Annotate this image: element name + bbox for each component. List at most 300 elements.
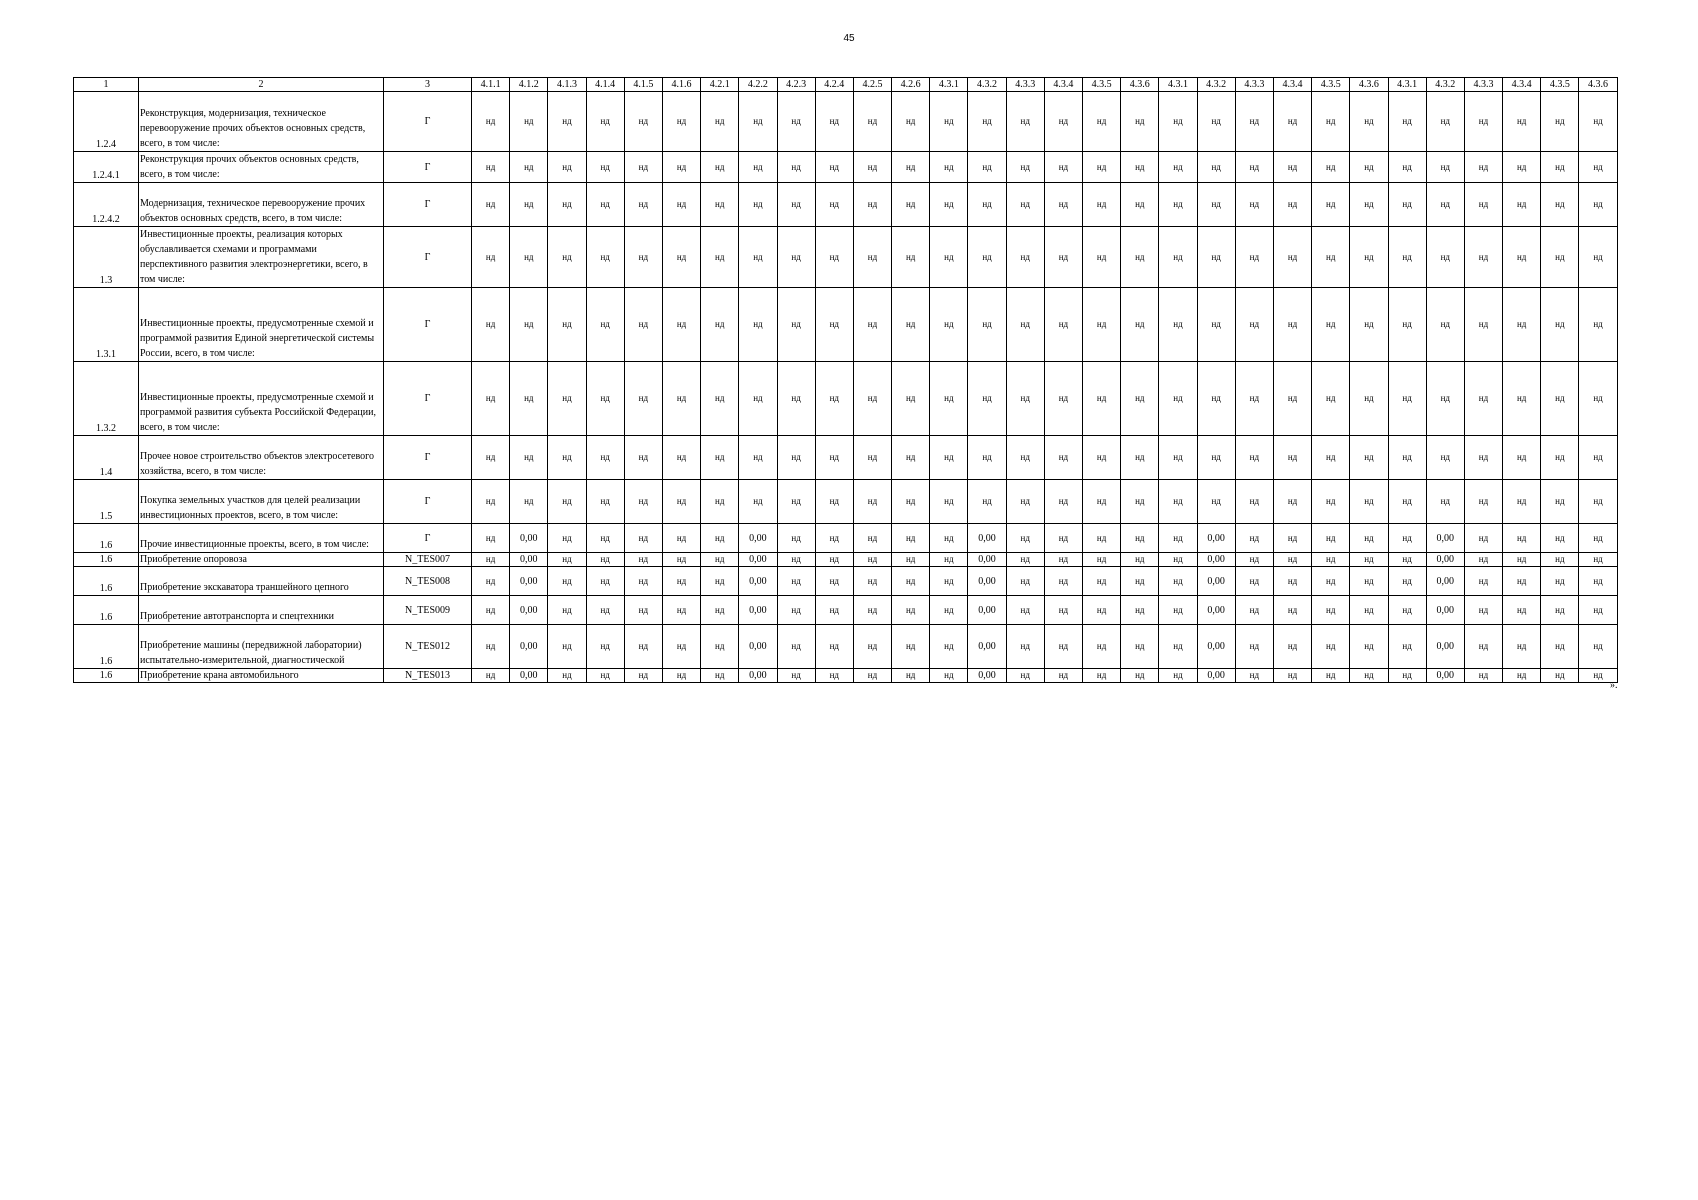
value-cell: нд [853, 362, 891, 436]
value-cell: нд [1235, 436, 1273, 480]
value-cell: нд [472, 524, 510, 553]
value-cell: 0,00 [968, 669, 1006, 683]
value-cell: нд [815, 625, 853, 669]
value-cell: нд [1579, 567, 1617, 596]
column-header: 4.2.4 [815, 78, 853, 92]
row-code: Г [384, 183, 472, 227]
value-cell: нд [1083, 152, 1121, 183]
value-cell: нд [1464, 625, 1502, 669]
value-cell: нд [892, 669, 930, 683]
value-cell: нд [815, 288, 853, 362]
value-cell: нд [548, 183, 586, 227]
value-cell: 0,00 [1426, 596, 1464, 625]
value-cell: нд [662, 524, 700, 553]
row-number: 1.2.4.1 [74, 152, 139, 183]
value-cell: нд [1579, 625, 1617, 669]
value-cell: нд [1579, 183, 1617, 227]
value-cell: нд [472, 553, 510, 567]
value-cell: нд [815, 362, 853, 436]
table-row [74, 480, 1618, 524]
value-cell: 0,00 [1197, 553, 1235, 567]
row-name: Инвестиционные проекты, реализация которых обуславливается схемами и программами перспективного развития электроэнергетики, всего, в том числе: [139, 227, 384, 288]
value-cell: 0,00 [1426, 625, 1464, 669]
value-cell: нд [892, 288, 930, 362]
value-cell: нд [1503, 288, 1541, 362]
value-cell: нд [930, 596, 968, 625]
value-cell: нд [1503, 553, 1541, 567]
value-cell: нд [1388, 92, 1426, 152]
row-number: 1.2.4 [74, 92, 139, 152]
value-cell: нд [1541, 480, 1579, 524]
value-cell: нд [701, 625, 739, 669]
value-cell: нд [1083, 596, 1121, 625]
value-cell: нд [1426, 362, 1464, 436]
value-cell: нд [1273, 669, 1311, 683]
value-cell: нд [892, 362, 930, 436]
value-cell: нд [1083, 524, 1121, 553]
value-cell: нд [472, 92, 510, 152]
value-cell: 0,00 [968, 625, 1006, 669]
value-cell: нд [777, 152, 815, 183]
column-header: 4.3.6 [1350, 78, 1388, 92]
value-cell: нд [1044, 553, 1082, 567]
value-cell: нд [1312, 625, 1350, 669]
value-cell: нд [1426, 152, 1464, 183]
value-cell: 0,00 [510, 567, 548, 596]
value-cell: нд [1159, 92, 1197, 152]
value-cell: нд [1159, 669, 1197, 683]
value-cell: нд [1121, 625, 1159, 669]
value-cell: нд [1235, 288, 1273, 362]
value-cell: нд [1312, 152, 1350, 183]
column-header: 4.3.2 [1197, 78, 1235, 92]
row-number: 1.6 [74, 553, 139, 567]
value-cell: нд [548, 625, 586, 669]
value-cell: нд [1044, 152, 1082, 183]
value-cell: нд [1006, 480, 1044, 524]
value-cell: нд [1235, 553, 1273, 567]
value-cell: нд [586, 92, 624, 152]
row-code: Г [384, 362, 472, 436]
row-name: Реконструкция прочих объектов основных средств, всего, в том числе: [139, 152, 384, 183]
value-cell: нд [1006, 288, 1044, 362]
value-cell: нд [1159, 553, 1197, 567]
row-name: Приобретение крана автомобильного [139, 669, 384, 683]
value-cell: нд [586, 524, 624, 553]
value-cell: нд [662, 152, 700, 183]
value-cell: нд [1159, 596, 1197, 625]
value-cell: нд [1350, 553, 1388, 567]
value-cell: нд [1121, 362, 1159, 436]
value-cell: нд [777, 596, 815, 625]
value-cell: нд [1579, 288, 1617, 362]
value-cell: нд [892, 92, 930, 152]
row-name: Модернизация, техническое перевооружение прочих объектов основных средств, всего, в том числе: [139, 183, 384, 227]
value-cell: нд [777, 553, 815, 567]
value-cell: нд [815, 596, 853, 625]
row-code: N_TES012 [384, 625, 472, 669]
value-cell: нд [1044, 524, 1082, 553]
value-cell: 0,00 [510, 596, 548, 625]
value-cell: нд [1273, 152, 1311, 183]
value-cell: нд [662, 92, 700, 152]
value-cell: нд [968, 288, 1006, 362]
value-cell: нд [739, 183, 777, 227]
column-header: 4.3.5 [1312, 78, 1350, 92]
value-cell: нд [930, 227, 968, 288]
value-cell: нд [892, 183, 930, 227]
value-cell: нд [1503, 183, 1541, 227]
value-cell: нд [1273, 362, 1311, 436]
value-cell: нд [777, 567, 815, 596]
value-cell: нд [1541, 227, 1579, 288]
value-cell: нд [853, 92, 891, 152]
value-cell: нд [1083, 553, 1121, 567]
row-name: Прочее новое строительство объектов электросетевого хозяйства, всего, в том числе: [139, 436, 384, 480]
value-cell: нд [1388, 625, 1426, 669]
value-cell: нд [1044, 227, 1082, 288]
value-cell: нд [1159, 567, 1197, 596]
value-cell: нд [815, 480, 853, 524]
value-cell: нд [624, 288, 662, 362]
column-header: 4.3.2 [1426, 78, 1464, 92]
value-cell: нд [1083, 480, 1121, 524]
column-header: 4.3.1 [1159, 78, 1197, 92]
value-cell: нд [1083, 288, 1121, 362]
row-name: Инвестиционные проекты, предусмотренные схемой и программой развития Единой энергетической системы России, всего, в том числе: [139, 288, 384, 362]
row-name: Прочие инвестиционные проекты, всего, в том числе: [139, 524, 384, 553]
value-cell: нд [662, 288, 700, 362]
value-cell: нд [1312, 227, 1350, 288]
column-header: 4.3.5 [1083, 78, 1121, 92]
value-cell: нд [548, 362, 586, 436]
value-cell: нд [662, 183, 700, 227]
table-row [74, 152, 1618, 183]
value-cell: нд [510, 152, 548, 183]
value-cell: нд [624, 227, 662, 288]
value-cell: нд [1388, 227, 1426, 288]
value-cell: нд [1541, 92, 1579, 152]
value-cell: нд [1350, 92, 1388, 152]
value-cell: нд [853, 480, 891, 524]
value-cell: нд [1350, 183, 1388, 227]
value-cell: нд [1541, 596, 1579, 625]
value-cell: нд [1121, 436, 1159, 480]
value-cell: нд [1503, 92, 1541, 152]
value-cell: нд [1235, 669, 1273, 683]
value-cell: нд [624, 152, 662, 183]
value-cell: нд [815, 227, 853, 288]
value-cell: нд [510, 480, 548, 524]
value-cell: нд [701, 227, 739, 288]
value-cell: нд [662, 596, 700, 625]
value-cell: нд [662, 480, 700, 524]
value-cell: нд [1579, 524, 1617, 553]
value-cell: нд [1579, 227, 1617, 288]
value-cell: нд [701, 362, 739, 436]
value-cell: нд [1388, 669, 1426, 683]
value-cell: нд [853, 567, 891, 596]
value-cell: нд [586, 596, 624, 625]
column-header: 4.3.5 [1541, 78, 1579, 92]
value-cell: нд [548, 596, 586, 625]
value-cell: 0,00 [739, 669, 777, 683]
value-cell: 0,00 [1197, 669, 1235, 683]
value-cell: нд [1388, 183, 1426, 227]
row-code: N_TES009 [384, 596, 472, 625]
value-cell: нд [662, 625, 700, 669]
column-header: 4.1.3 [548, 78, 586, 92]
row-name: Приобретение опоровоза [139, 553, 384, 567]
row-name: Приобретение экскаватора траншейного цепного [139, 567, 384, 596]
value-cell: нд [1426, 288, 1464, 362]
header-row [74, 78, 1618, 92]
value-cell: нд [1006, 553, 1044, 567]
value-cell: нд [1121, 567, 1159, 596]
table-row [74, 524, 1618, 553]
value-cell: нд [1388, 288, 1426, 362]
value-cell: нд [777, 436, 815, 480]
value-cell: нд [1235, 524, 1273, 553]
value-cell: нд [1121, 480, 1159, 524]
value-cell: 0,00 [1197, 596, 1235, 625]
value-cell: нд [586, 553, 624, 567]
value-cell: нд [1197, 183, 1235, 227]
value-cell: нд [739, 152, 777, 183]
value-cell: нд [1273, 625, 1311, 669]
value-cell: нд [1083, 625, 1121, 669]
value-cell: нд [1503, 362, 1541, 436]
value-cell: нд [815, 669, 853, 683]
row-code: Г [384, 152, 472, 183]
value-cell: нд [586, 480, 624, 524]
value-cell: нд [1273, 227, 1311, 288]
value-cell: нд [472, 567, 510, 596]
value-cell: нд [1464, 480, 1502, 524]
value-cell: нд [853, 288, 891, 362]
value-cell: нд [815, 183, 853, 227]
value-cell: нд [1388, 596, 1426, 625]
column-header: 4.3.3 [1464, 78, 1502, 92]
value-cell: нд [1121, 288, 1159, 362]
value-cell: нд [701, 669, 739, 683]
value-cell: нд [662, 227, 700, 288]
value-cell: нд [968, 227, 1006, 288]
row-number: 1.3.1 [74, 288, 139, 362]
value-cell: нд [1350, 436, 1388, 480]
value-cell: нд [1541, 288, 1579, 362]
value-cell: нд [624, 567, 662, 596]
value-cell: нд [1121, 227, 1159, 288]
value-cell: нд [968, 183, 1006, 227]
table-row [74, 436, 1618, 480]
value-cell: нд [624, 553, 662, 567]
value-cell: нд [1350, 227, 1388, 288]
value-cell: нд [586, 227, 624, 288]
column-header: 2 [139, 78, 384, 92]
page-number: 45 [843, 33, 855, 44]
value-cell: нд [777, 480, 815, 524]
row-number: 1.6 [74, 669, 139, 683]
row-name: Приобретение автотранспорта и спецтехники [139, 596, 384, 625]
value-cell: нд [1159, 625, 1197, 669]
value-cell: нд [1197, 227, 1235, 288]
column-header: 4.2.6 [892, 78, 930, 92]
value-cell: нд [815, 152, 853, 183]
row-code: Г [384, 227, 472, 288]
value-cell: нд [1388, 567, 1426, 596]
table-row [74, 183, 1618, 227]
value-cell: нд [1350, 480, 1388, 524]
value-cell: нд [548, 669, 586, 683]
value-cell: нд [853, 596, 891, 625]
value-cell: нд [1159, 480, 1197, 524]
value-cell: нд [1159, 436, 1197, 480]
value-cell: нд [853, 183, 891, 227]
value-cell: нд [1159, 183, 1197, 227]
value-cell: нд [739, 227, 777, 288]
value-cell: нд [701, 436, 739, 480]
value-cell: нд [662, 669, 700, 683]
value-cell: нд [1312, 553, 1350, 567]
value-cell: нд [472, 288, 510, 362]
value-cell: нд [1006, 152, 1044, 183]
value-cell: нд [701, 92, 739, 152]
value-cell: нд [548, 288, 586, 362]
column-header: 4.3.4 [1273, 78, 1311, 92]
value-cell: нд [1464, 92, 1502, 152]
value-cell: нд [1312, 596, 1350, 625]
value-cell: нд [1312, 669, 1350, 683]
value-cell: нд [472, 480, 510, 524]
value-cell: 0,00 [968, 596, 1006, 625]
value-cell: нд [968, 480, 1006, 524]
value-cell: нд [739, 436, 777, 480]
column-header: 4.1.4 [586, 78, 624, 92]
value-cell: нд [930, 183, 968, 227]
value-cell: нд [1235, 92, 1273, 152]
value-cell: нд [472, 625, 510, 669]
column-header: 4.3.2 [968, 78, 1006, 92]
value-cell: 0,00 [1197, 625, 1235, 669]
value-cell: нд [1044, 567, 1082, 596]
value-cell: нд [892, 625, 930, 669]
value-cell: нд [1464, 553, 1502, 567]
value-cell: нд [815, 524, 853, 553]
value-cell: нд [853, 524, 891, 553]
value-cell: нд [1121, 669, 1159, 683]
value-cell: нд [586, 567, 624, 596]
value-cell: нд [1235, 183, 1273, 227]
value-cell: нд [548, 524, 586, 553]
value-cell: нд [853, 227, 891, 288]
value-cell: нд [1044, 183, 1082, 227]
value-cell: нд [701, 183, 739, 227]
column-header: 4.1.2 [510, 78, 548, 92]
row-number: 1.3.2 [74, 362, 139, 436]
value-cell: нд [1541, 553, 1579, 567]
value-cell: нд [1350, 152, 1388, 183]
value-cell: нд [586, 625, 624, 669]
value-cell: 0,00 [1426, 553, 1464, 567]
value-cell: нд [472, 183, 510, 227]
row-code: Г [384, 436, 472, 480]
value-cell: нд [1006, 596, 1044, 625]
value-cell: нд [815, 436, 853, 480]
value-cell: нд [1464, 596, 1502, 625]
value-cell: нд [892, 553, 930, 567]
value-cell: нд [548, 553, 586, 567]
investment-table [73, 77, 1618, 683]
value-cell: нд [853, 436, 891, 480]
value-cell: нд [1541, 524, 1579, 553]
value-cell: нд [853, 625, 891, 669]
value-cell: нд [1273, 480, 1311, 524]
value-cell: нд [1197, 436, 1235, 480]
value-cell: нд [1388, 524, 1426, 553]
value-cell: нд [1159, 524, 1197, 553]
value-cell: нд [1579, 92, 1617, 152]
row-name: Покупка земельных участков для целей реализации инвестиционных проектов, всего, в том числе: [139, 480, 384, 524]
value-cell: нд [1273, 553, 1311, 567]
value-cell: нд [1541, 362, 1579, 436]
value-cell: нд [1006, 183, 1044, 227]
value-cell: нд [1464, 227, 1502, 288]
value-cell: нд [1579, 362, 1617, 436]
value-cell: нд [510, 183, 548, 227]
table-row [74, 362, 1618, 436]
value-cell: нд [930, 553, 968, 567]
value-cell: 0,00 [1197, 567, 1235, 596]
value-cell: нд [1350, 596, 1388, 625]
value-cell: нд [815, 567, 853, 596]
value-cell: нд [1541, 669, 1579, 683]
value-cell: нд [930, 625, 968, 669]
value-cell: нд [472, 596, 510, 625]
value-cell: нд [510, 227, 548, 288]
value-cell: нд [1426, 227, 1464, 288]
value-cell: 0,00 [739, 596, 777, 625]
value-cell: нд [777, 92, 815, 152]
value-cell: нд [662, 553, 700, 567]
value-cell: нд [777, 669, 815, 683]
value-cell: нд [1464, 362, 1502, 436]
value-cell: нд [1197, 92, 1235, 152]
value-cell: нд [777, 362, 815, 436]
column-header: 4.3.6 [1579, 78, 1617, 92]
table-row [74, 227, 1618, 288]
value-cell: нд [1312, 362, 1350, 436]
value-cell: нд [1503, 480, 1541, 524]
value-cell: нд [815, 92, 853, 152]
value-cell: нд [1503, 152, 1541, 183]
value-cell: нд [1579, 480, 1617, 524]
value-cell: нд [1464, 567, 1502, 596]
value-cell: нд [1083, 362, 1121, 436]
value-cell: нд [624, 480, 662, 524]
column-header: 4.3.4 [1503, 78, 1541, 92]
value-cell: нд [1235, 480, 1273, 524]
column-header: 4.3.3 [1235, 78, 1273, 92]
value-cell: нд [1388, 436, 1426, 480]
value-cell: нд [1044, 480, 1082, 524]
value-cell: нд [472, 436, 510, 480]
value-cell: нд [1388, 152, 1426, 183]
value-cell: нд [624, 362, 662, 436]
value-cell: нд [853, 152, 891, 183]
row-number: 1.5 [74, 480, 139, 524]
value-cell: нд [1312, 436, 1350, 480]
